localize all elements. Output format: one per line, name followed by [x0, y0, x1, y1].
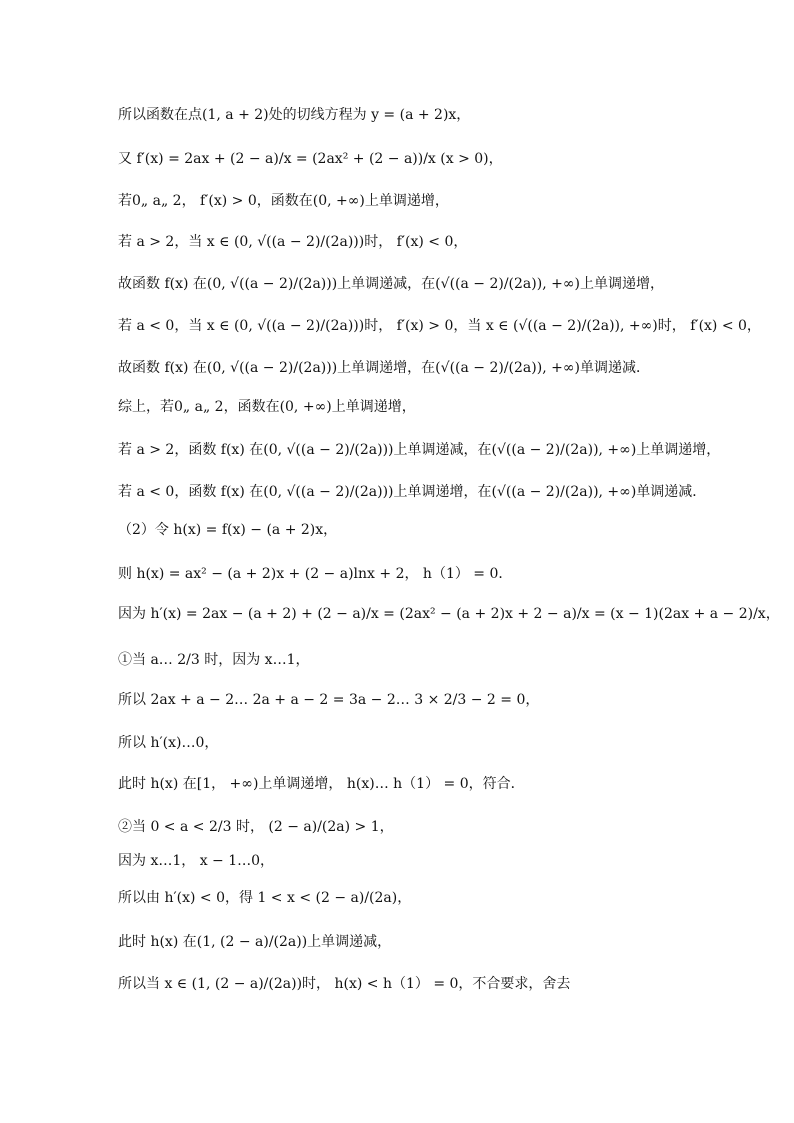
text-line: 所以函数在点(1, a + 2)处的切线方程为 y = (a + 2)x，: [118, 107, 471, 123]
text-line: 若 a > 2，当 x ∈ (0, √((a − 2)/(2a)))时， f′(x) < 0，: [118, 234, 468, 250]
text-line: 故函数 f(x) 在(0, √((a − 2)/(2a)))上单调递减，在(√((a − 2)/(2a)), +∞)上单调递增，: [118, 276, 664, 292]
text-line: 此时 h(x) 在[1， +∞)上单调递增， h(x)… h（1） = 0，符合．: [118, 776, 525, 792]
text-line: 所以由 h′(x) < 0，得 1 < x < (2 − a)/(2a)，: [118, 890, 412, 906]
text-line: （2）令 h(x) = f(x) − (a + 2)x，: [118, 522, 338, 538]
text-line: 若0„ a„ 2， f′(x) > 0，函数在(0, +∞)上单调递增，: [118, 193, 449, 209]
text-line: 若 a > 2，函数 f(x) 在(0, √((a − 2)/(2a)))上单调递减，在(√((a − 2)/(2a)), +∞)上单调递增，: [118, 442, 721, 458]
text-line: 综上，若0„ a„ 2，函数在(0, +∞)上单调递增，: [118, 399, 416, 415]
text-line: 若 a < 0，当 x ∈ (0, √((a − 2)/(2a)))时， f′(x) > 0，当 x ∈ (√((a − 2)/(2a)), +∞)时， f′(x) < 0，: [118, 318, 761, 334]
text-line: ①当 a… 2/3 时，因为 x…1，: [118, 652, 310, 668]
text-line: 所以 2ax + a − 2… 2a + a − 2 = 3a − 2… 3 × 2/3 − 2 = 0，: [118, 692, 540, 708]
text-line: ②当 0 < a < 2/3 时， (2 − a)/(2a) > 1，: [118, 819, 394, 835]
text-line: 所以当 x ∈ (1, (2 − a)/(2a))时， h(x) < h（1） = 0，不合要求，舍去: [118, 976, 571, 992]
text-line: 则 h(x) = ax² − (a + 2)x + (2 − a)lnx + 2， h（1） = 0．: [118, 566, 513, 582]
text-line: 此时 h(x) 在(1, (2 − a)/(2a))上单调递减，: [118, 934, 392, 950]
text-line: 若 a < 0，函数 f(x) 在(0, √((a − 2)/(2a)))上单调递增，在(√((a − 2)/(2a)), +∞)单调递减．: [118, 484, 707, 500]
text-line: 故函数 f(x) 在(0, √((a − 2)/(2a)))上单调递增，在(√((a − 2)/(2a)), +∞)单调递减．: [118, 360, 650, 376]
text-line: 因为 x…1， x − 1…0，: [118, 853, 275, 869]
text-line: 所以 h′(x)…0，: [118, 735, 219, 751]
text-line: 因为 h′(x) = 2ax − (a + 2) + (2 − a)/x = (2ax² − (a + 2)x + 2 − a)/x = (x − 1)(2ax + a − 2)/x，: [118, 606, 780, 622]
text-line: 又 f′(x) = 2ax + (2 − a)/x = (2ax² + (2 − a))/x (x > 0)，: [118, 151, 503, 167]
